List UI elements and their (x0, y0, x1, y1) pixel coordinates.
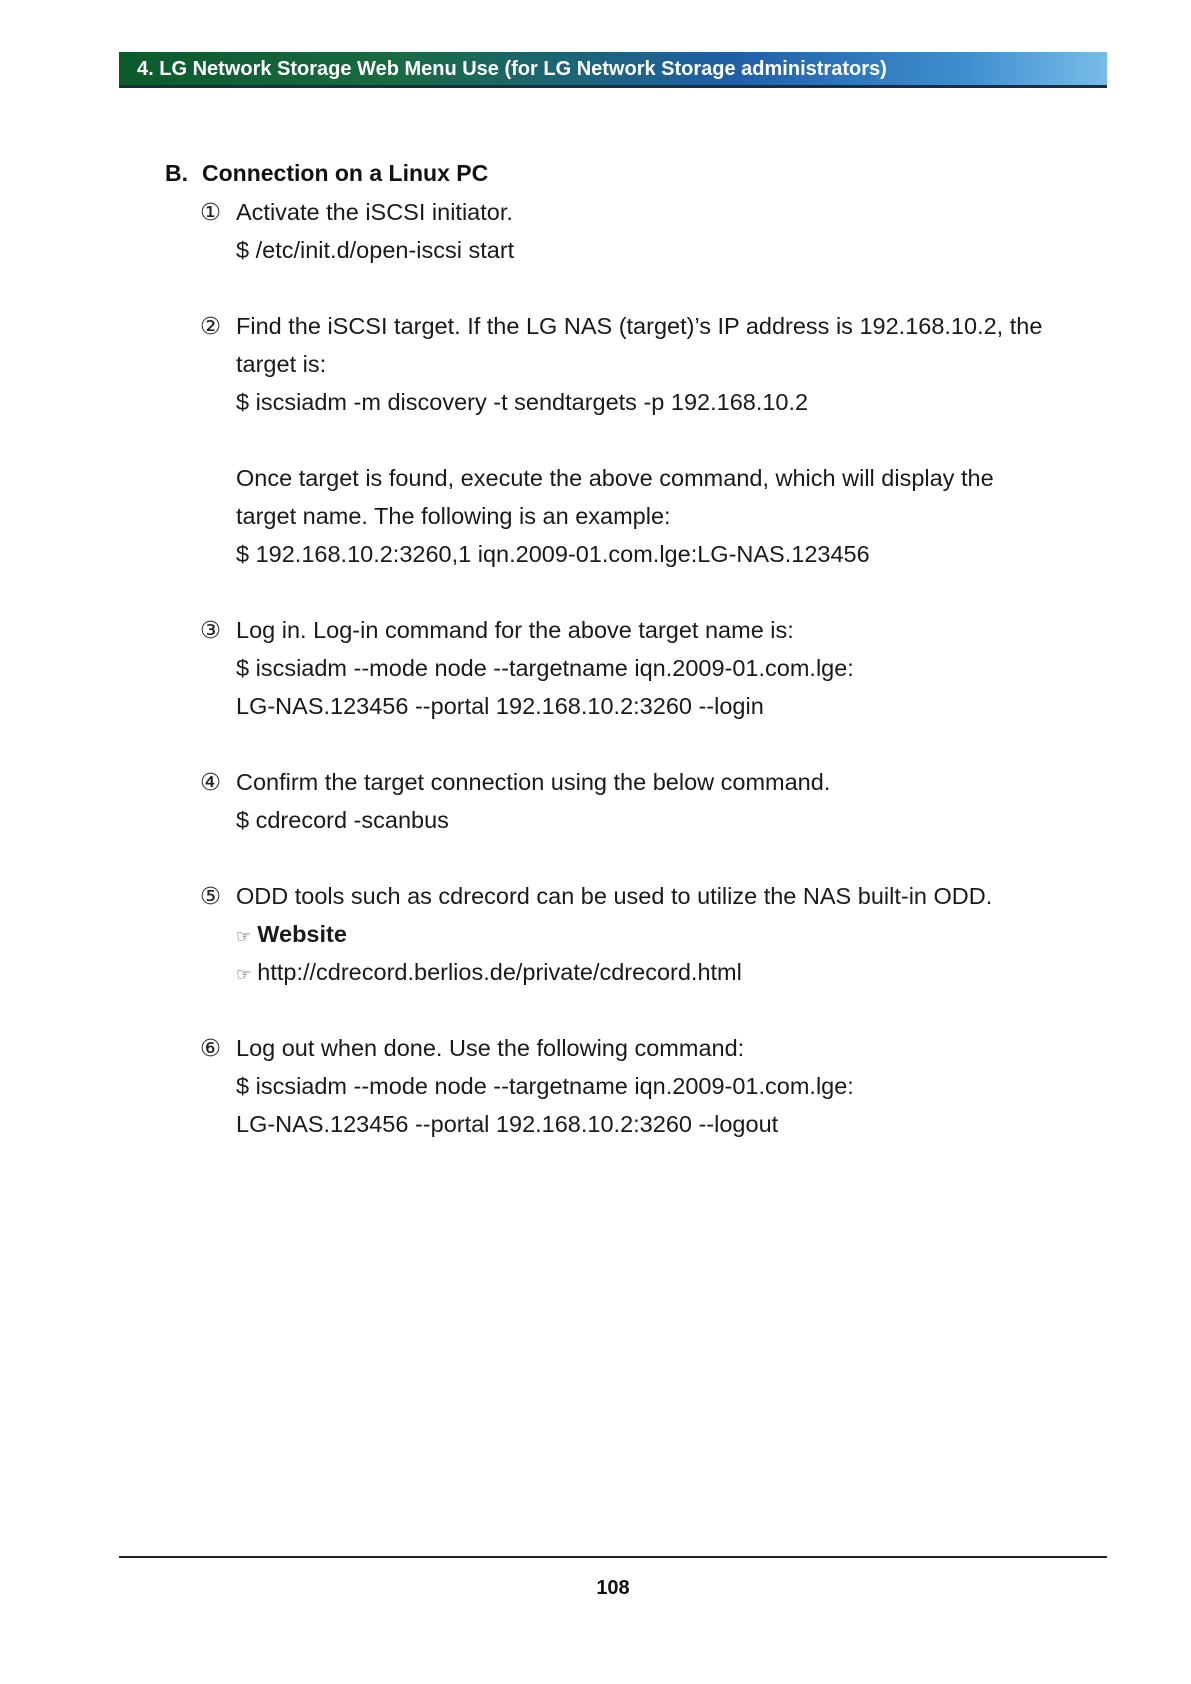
step-2-command: $ iscsiadm -m discovery -t sendtargets -p 192.168.10.2 (236, 389, 809, 415)
header-bar (119, 52, 1107, 88)
step-2-marker: ② (200, 313, 222, 339)
step-4-text: Confirm the target connection using the below command. (236, 769, 831, 795)
section-letter: B. (165, 160, 188, 186)
step-3-command-cont: LG-NAS.123456 --portal 192.168.10.2:3260 --login (236, 693, 764, 719)
step-2-text: Find the iSCSI target. If the LG NAS (target)’s IP address is 192.168.10.2, the (236, 313, 1043, 339)
section-title: Connection on a Linux PC (202, 160, 489, 186)
step-2-text-cont: target is: (236, 351, 327, 377)
step-5-text: ODD tools such as cdrecord can be used to utilize the NAS built-in ODD. (236, 883, 993, 909)
step-2-explanation-cont: target name. The following is an example: (236, 503, 671, 529)
step-3-command: $ iscsiadm --mode node --targetname iqn.2009-01.com.lge: (236, 655, 854, 681)
step-6-marker: ⑥ (200, 1035, 222, 1061)
step-1-marker: ① (200, 199, 222, 225)
step-5-marker: ⑤ (200, 883, 222, 909)
chapter-title: 4. LG Network Storage Web Menu Use (for LG Network Storage administrators) (137, 58, 887, 80)
step-6-command-cont: LG-NAS.123456 --portal 192.168.10.2:3260 --logout (236, 1111, 779, 1137)
step-6-text: Log out when done. Use the following command: (236, 1035, 745, 1061)
step-4-command: $ cdrecord -scanbus (236, 807, 449, 833)
step-6-command: $ iscsiadm --mode node --targetname iqn.2009-01.com.lge: (236, 1073, 854, 1099)
pointing-hand-icon: ☞ (236, 965, 252, 984)
page-number: 108 (596, 1577, 630, 1599)
website-note (236, 919, 347, 952)
step-3-marker: ③ (200, 617, 222, 643)
website-label: Website (257, 921, 347, 947)
step-1-text: Activate the iSCSI initiator. (236, 199, 513, 225)
footer-divider (119, 1556, 1107, 1558)
section-heading (165, 160, 488, 187)
step-1-command: $ /etc/init.d/open-iscsi start (236, 237, 515, 263)
pointing-hand-icon: ☞ (236, 927, 252, 946)
step-4-marker: ④ (200, 769, 222, 795)
website-url-note (236, 957, 742, 990)
website-url: http://cdrecord.berlios.de/private/cdrecord.html (257, 959, 742, 985)
step-2-explanation: Once target is found, execute the above command, which will display the (236, 465, 994, 491)
step-3-text: Log in. Log-in command for the above target name is: (236, 617, 794, 643)
step-2-example: $ 192.168.10.2:3260,1 iqn.2009-01.com.lge:LG-NAS.123456 (236, 541, 870, 567)
